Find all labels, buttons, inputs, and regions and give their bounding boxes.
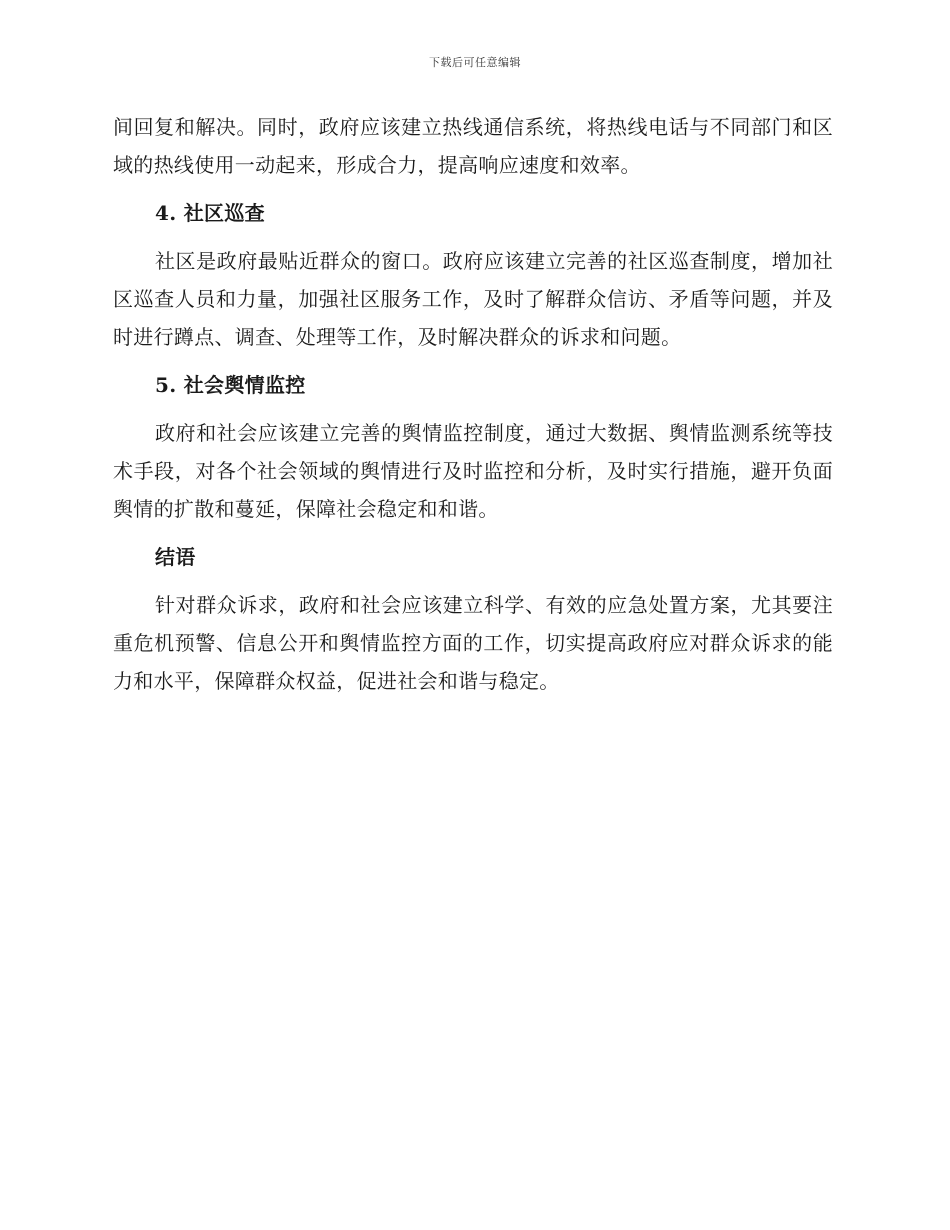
paragraph-conclusion: 针对群众诉求，政府和社会应该建立科学、有效的应急处置方案，尤其要注重危机预警、信息公开和舆情监控方面的工作，切实提高政府应对群众诉求的能力和水平，保障群众权益，促进社会和谐与稳定。: [113, 593, 833, 693]
paragraph-public-opinion: 政府和社会应该建立完善的舆情监控制度，通过大数据、舆情监测系统等技术手段，对各个社会领域的舆情进行及时监控和分析，及时实行措施，避开负面舆情的扩散和蔓延，保障社会稳定和和谐。: [113, 421, 833, 521]
section-heading-conclusion: 结语: [155, 545, 196, 569]
paragraph-community-patrol: 社区是政府最贴近群众的窗口。政府应该建立完善的社区巡查制度，增加社区巡查人员和力量，加强社区服务工作，及时了解群众信访、矛盾等问题，并及时进行蹲点、调查、处理等工作，及时解决群众的诉求和问题。: [113, 249, 833, 349]
paragraph-continued: 间回复和解决。同时，政府应该建立热线通信系统，将热线电话与不同部门和区域的热线使用一动起来，形成合力，提高响应速度和效率。: [113, 115, 833, 177]
document-body: [113, 108, 833, 710]
section-heading-public-opinion: 5. 社会舆情监控: [155, 373, 306, 397]
page-header: 下载后可任意编辑: [429, 56, 521, 69]
section-heading-community-patrol: 4. 社区巡查: [155, 201, 265, 225]
